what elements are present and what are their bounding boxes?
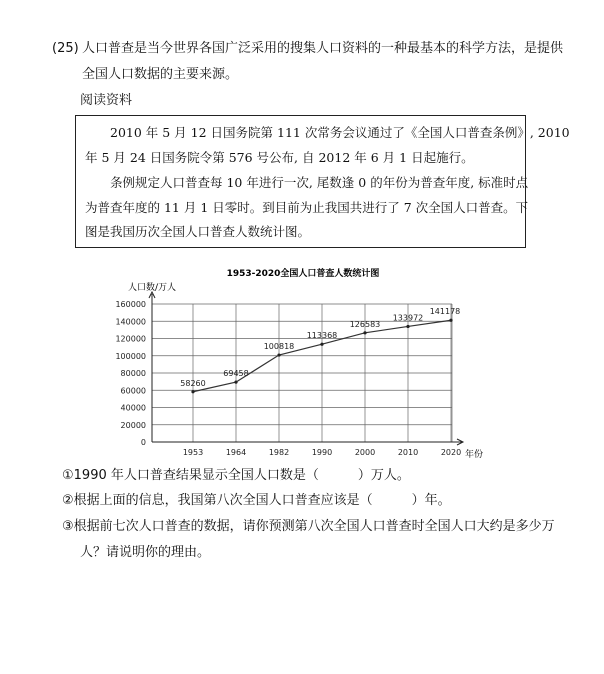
y-tick-label: 0 [140, 438, 146, 447]
y-tick-label: 100000 [115, 351, 146, 361]
data-point [320, 343, 323, 346]
y-tick-label: 160000 [115, 300, 146, 309]
subquestion-2: ②根据上面的信息，我国第八次全国人口普查应该是（ ）年。 [62, 493, 451, 508]
subquestion-1: ①1990 年人口普查结果显示全国人口数是（ ）万人。 [62, 468, 410, 483]
x-tick-label: 1953 [182, 448, 204, 457]
x-tick-label: 2000 [354, 448, 376, 457]
x-axis-label: 年份 [465, 450, 484, 460]
data-point [277, 353, 280, 356]
data-label: 126583 [349, 319, 381, 329]
material-line1: 2010 年 5 月 12 日国务院第 111 次常务会议通过了《全国人口普查条例》, 2010 [110, 125, 570, 140]
data-label: 133972 [392, 313, 424, 323]
subquestion-3-line1: ③根据前七次人口普查的数据，请你预测第八次全国人口普查时全国人口大约是多少万 [62, 519, 555, 534]
x-tick-label: 1990 [311, 448, 333, 457]
data-point [406, 325, 409, 328]
y-tick-label: 120000 [115, 334, 146, 344]
y-tick-label: 40000 [120, 403, 146, 413]
data-point [234, 380, 237, 383]
question-intro-line1: 人口普查是当今世界各国广泛采用的搜集人口资料的一种最基本的科学方法，是提供 [82, 41, 564, 56]
reading-title: 阅读资料 [80, 93, 133, 108]
subquestion-3-line2: 人？请说明你的理由。 [80, 545, 211, 560]
x-tick-label: 2010 [397, 448, 419, 457]
y-tick-label: 140000 [115, 317, 146, 327]
material-line3: 条例规定人口普查每 10 年进行一次, 尾数逢 0 的年份为普查年度, 标准时点 [110, 175, 529, 190]
y-axis-label: 人口数/万人 [128, 283, 177, 293]
data-point [449, 319, 452, 322]
material-line2: 年 5 月 24 日国务院令第 576 号公布, 自 2012 年 6 月 1 日起施行。 [85, 150, 474, 165]
data-label: 58260 [180, 378, 206, 388]
x-tick-label: 1964 [225, 448, 247, 457]
y-tick-label: 60000 [120, 386, 146, 396]
y-tick-label: 80000 [120, 369, 146, 378]
x-tick-label: 2020 [440, 448, 462, 457]
data-point [363, 331, 366, 334]
question-number: (25) [52, 41, 79, 56]
material-line4: 为普查年度的 11 月 1 日零时。到目前为止我国共进行了 7 次全国人口普查。下 [85, 200, 529, 215]
chart-title: 1953-2020全国人口普查人数统计图 [226, 269, 380, 279]
y-tick-label: 20000 [120, 420, 146, 430]
material-line5: 图是我国历次全国人口普查人数统计图。 [85, 224, 311, 239]
data-label: 113368 [306, 331, 338, 341]
data-point [191, 390, 194, 393]
x-tick-label: 1982 [268, 448, 290, 457]
data-label: 69458 [223, 369, 249, 379]
question-intro-line2: 全国人口数据的主要来源。 [82, 67, 239, 82]
data-label: 100818 [263, 342, 295, 352]
data-label: 141178 [429, 307, 461, 317]
